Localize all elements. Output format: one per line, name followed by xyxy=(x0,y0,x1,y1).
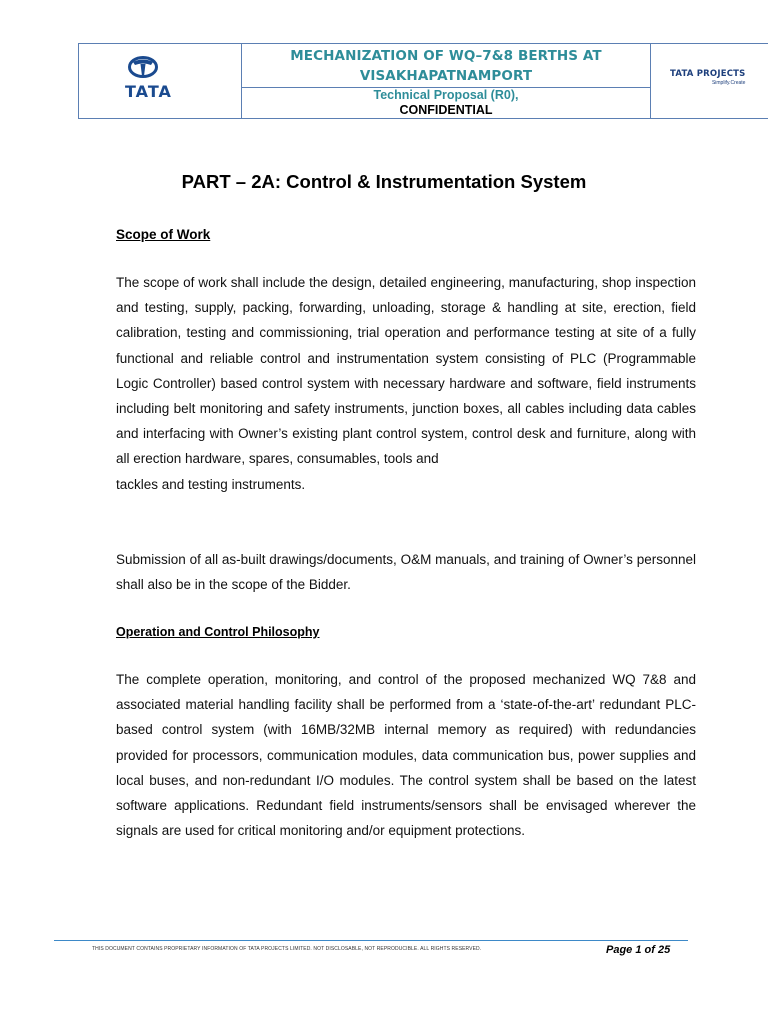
header-center xyxy=(242,44,651,118)
page-number: Page 1 of 25 xyxy=(606,944,671,956)
tata-projects-logo xyxy=(651,44,768,118)
scope-paragraph-2: Submission of all as-built drawings/documents, O&M manuals, and training of Owner’s personnel shall also be in the scope of the Bidder. xyxy=(116,552,696,593)
operation-heading: Operation and Control Philosophy xyxy=(116,625,320,639)
document-header xyxy=(78,43,768,119)
scope-heading-block xyxy=(116,227,696,242)
footer-disclaimer: THIS DOCUMENT CONTAINS PROPRIETARY INFORMATION OF TATA PROJECTS LIMITED. NOT DISCLOSABLE, NOT REPRODUCIBLE. ALL RIGHTS RESERVED. xyxy=(92,946,482,952)
operation-heading-block xyxy=(116,625,696,639)
tata-projects-logo-text: TATA PROJECTS xyxy=(670,69,746,79)
project-title xyxy=(242,44,650,88)
tata-emblem-icon xyxy=(128,56,158,78)
header-subtitle xyxy=(242,88,650,118)
footer-divider xyxy=(54,940,688,941)
scope-heading: Scope of Work xyxy=(116,227,211,242)
tata-logo xyxy=(79,44,242,118)
part-title: PART – 2A: Control & Instrumentation System xyxy=(181,171,587,192)
operation-paragraph-block xyxy=(116,667,696,843)
scope-paragraph-block xyxy=(116,270,696,497)
tata-projects-logo-block xyxy=(670,69,745,86)
project-title-line-2: VISAKHAPATNAMPORT xyxy=(359,67,533,84)
scope-paragraph-2-block xyxy=(116,547,696,597)
tata-projects-tagline: Simplify.Create xyxy=(711,80,746,86)
scope-paragraph-1: The scope of work shall include the design, detailed engineering, manufacturing, shop inspection and testing, supply, packing, forwarding, unloading, storage & handling at site, erection, field calibration, testing and commissioning, trial operation and performance testing at site of a fully functional and reliable control and instrumentation system consisting of PLC (Programmable Logic Controller) based control system with necessary hardware and software, field instruments including belt monitoring and safety instruments, junction boxes, all cables including data cables and interfacing with Owner’s existing plant control system, control desk and furniture, along with all erection hardware, spares, consumables, tools and xyxy=(116,275,696,467)
scope-paragraph-1-tail: tackles and testing instruments. xyxy=(116,476,306,492)
tata-logo-text: TATA xyxy=(125,82,172,101)
technical-proposal-label: Technical Proposal (R0), xyxy=(373,88,519,102)
confidential-label: CONFIDENTIAL xyxy=(399,103,493,117)
operation-paragraph: The complete operation, monitoring, and control of the proposed mechanized WQ 7&8 and associated material handling facility shall be performed from a ‘state-of-the-art’ redundant PLC-based control system (with 16MB/32MB internal memory as required) with redundancies provided for processors, communication modules, data communication bus, power supplies and local buses, and non-redundant I/O modules. The control system shall be based on the latest software applications. Redundant field instruments/sensors shall be envisaged wherever the signals are used for critical monitoring and/or equipment protections. xyxy=(116,672,696,839)
project-title-line-1: MECHANIZATION OF WQ–7&8 BERTHS AT xyxy=(290,47,602,64)
